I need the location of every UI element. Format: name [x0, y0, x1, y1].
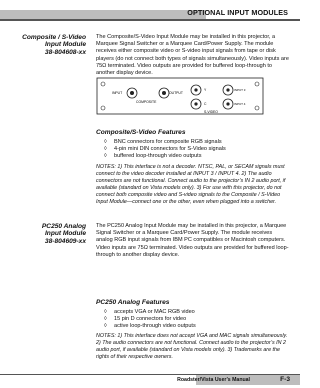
section2-features-list: [104, 309, 290, 330]
list-item: ◊ buffered loop-through video outputs: [104, 153, 202, 160]
diagram-label-svideo: S-VIDEO: [204, 110, 218, 114]
list-item: ◊ BNC connectors for composite RGB signals: [104, 139, 222, 145]
header-rule: [0, 19, 300, 21]
page-footer: [0, 368, 300, 388]
diagram-label-input4: INPUT 4: [234, 102, 246, 106]
section2-features-title: PC250 Analog Features: [96, 299, 170, 306]
list-item: ◊ accepts VGA or MAC RGB video: [104, 309, 195, 315]
diagram-label-output: OUTPUT: [169, 91, 183, 95]
section1-side-title: Composite / S-Video Input Module 38-804608-xx: [22, 34, 86, 56]
list-item: ◊ active loop-through video outputs: [104, 323, 196, 330]
composite-svideo-module-diagram: [96, 76, 264, 116]
diagram-label-y: Y: [204, 88, 207, 92]
diagram-label-input3: INPUT 3: [234, 88, 246, 92]
footer-manual-title: Roadster/Vista User’s Manual: [177, 377, 250, 383]
section1-features-list: [104, 139, 290, 160]
section2-intro: The PC250 Analog Input Module may be installed in this projector, a Marquee Signal Switcher or a Marquee Card/Power Supply. The module receives analog RGB input signals from IBM PC compatibles or Macintosh computers. Video inputs are 75Ω terminated. Video outputs are provided for buffered loop-through to another display device.: [96, 223, 289, 258]
diagram-label-composite: COMPOSITE: [136, 100, 157, 104]
section1-notes: NOTES: 1) This interface is not a decoder. NTSC, PAL, or SECAM signals must connect to the video decoder installed at INPUT 3 / INPUT 4. 2) The audio connectors are not functional. Connect audio to the projector’s IN 2 audio port, if available (standard on Vista models only). 3) For use with this projector, do not connect both composite video and S-video signals to the Composite / S-Video Input Module—connect one or the other, even when plugged into a switcher.: [96, 164, 286, 205]
diagram-label-input: INPUT: [112, 91, 123, 95]
section2-notes: NOTES: 1) This interface does not accept VGA and MAC signals simultaneously. 2) The audio connectors are not functional. Connect audio to the projector’s IN 2 audio port, if available (standard on Vista models only). 3) Trademarks are the rights of their respective owners.: [96, 333, 288, 360]
section1-intro: The Composite/S-Video Input Module may be installed in this projector, a Marquee Signal Switcher or a Marquee Card/Power Supply. The module receives either composite video or S-video input signals from tape or disk players (do not connect both types of signals simultaneously). Video inputs are 75Ω terminated. Video outputs are provided for buffered loop-through to another display device.: [96, 34, 289, 77]
list-item: ◊ 15 pin D connectors for video: [104, 316, 187, 323]
list-item: ◊ 4-pin mini DIN connectors for S-Video signals: [104, 146, 226, 153]
section1-features-title: Composite/S-Video Features: [96, 129, 186, 136]
page-header: [0, 0, 300, 22]
section2-side-title: PC250 Analog Input Module 38-804609-xx: [41, 223, 86, 245]
diagram-label-c: C: [204, 102, 207, 106]
header-title: OPTIONAL INPUT MODULES: [187, 8, 288, 17]
page-number: F-3: [280, 376, 290, 383]
